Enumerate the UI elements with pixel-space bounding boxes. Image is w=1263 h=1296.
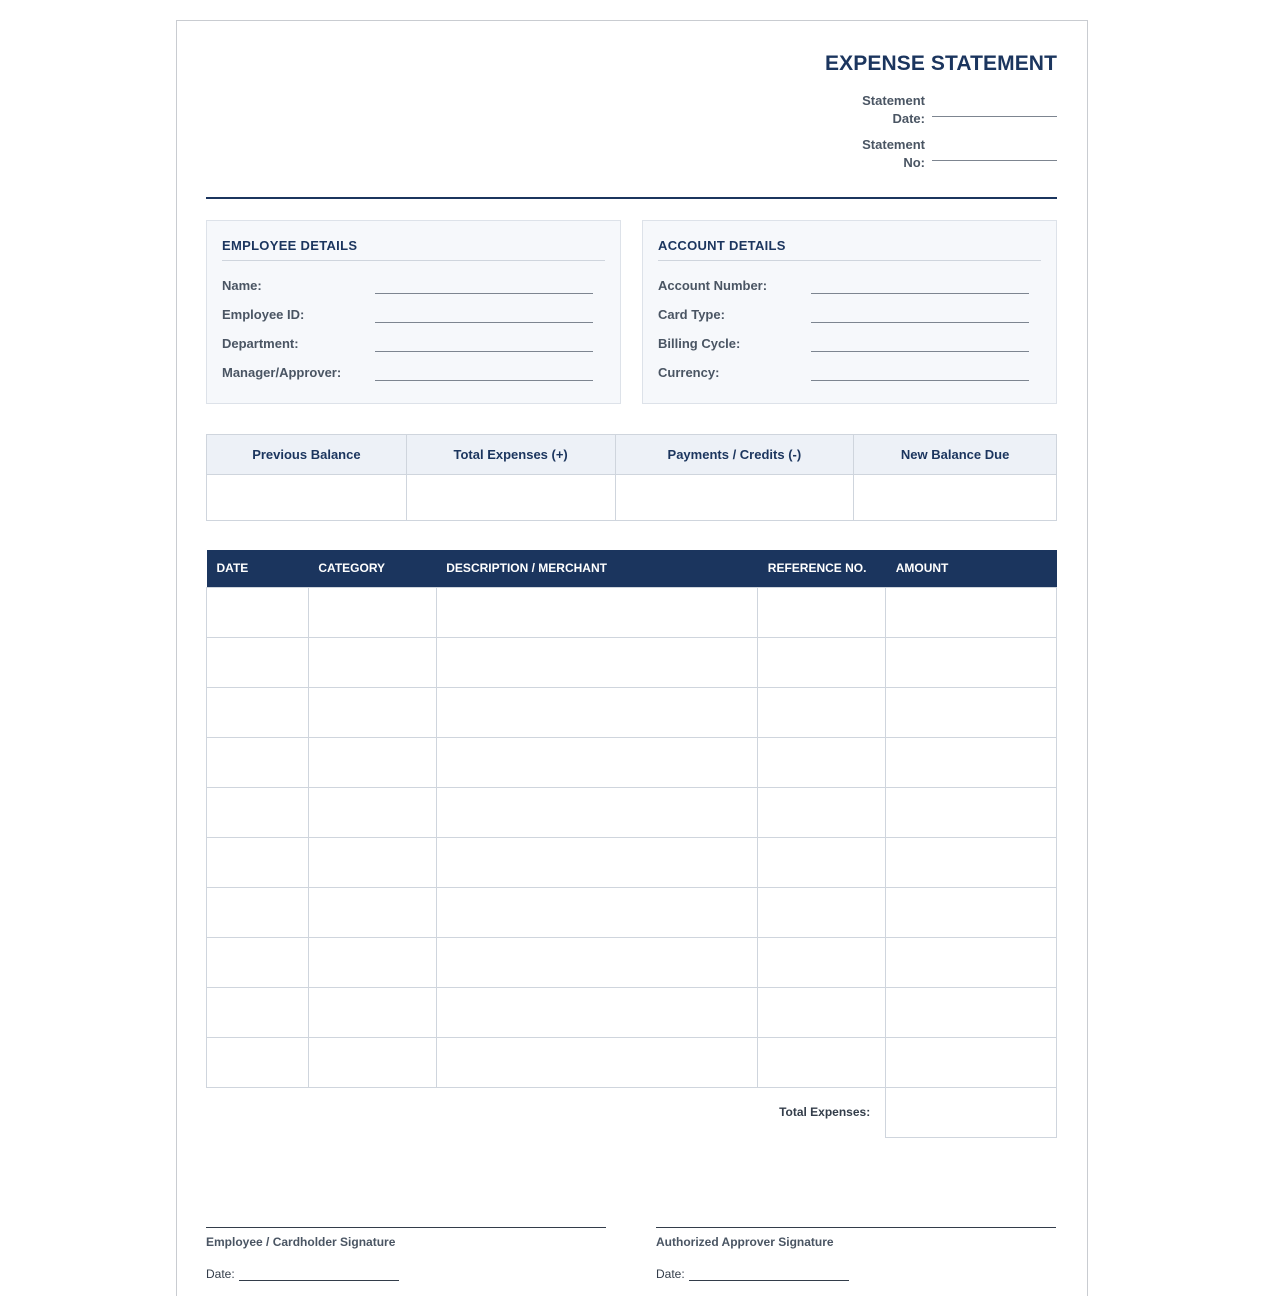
total-expenses-label: Total Expenses: — [779, 1105, 871, 1120]
card-type-input[interactable] — [811, 322, 1029, 323]
description-cell[interactable] — [436, 787, 758, 837]
date-cell[interactable] — [207, 737, 309, 787]
department-input[interactable] — [375, 351, 593, 352]
employee-id-field — [222, 307, 594, 327]
category-column-header: CATEGORY — [308, 550, 436, 587]
employee-details-title: EMPLOYEE DETAILS — [222, 238, 358, 253]
category-cell[interactable] — [308, 637, 436, 687]
description-cell[interactable] — [436, 687, 758, 737]
category-cell[interactable] — [308, 837, 436, 887]
category-cell[interactable] — [308, 787, 436, 837]
account-number-field — [658, 278, 1030, 298]
employee-signature-block — [206, 1227, 606, 1281]
reference-cell[interactable] — [758, 737, 886, 787]
document-title: EXPENSE STATEMENT — [825, 52, 1057, 75]
currency-field — [658, 365, 1030, 385]
total-row — [207, 1087, 1057, 1137]
reference-cell[interactable] — [758, 937, 886, 987]
account-details-title: ACCOUNT DETAILS — [658, 238, 786, 253]
description-cell[interactable] — [436, 637, 758, 687]
manager-input[interactable] — [375, 380, 593, 381]
employee-date-row — [206, 1267, 606, 1281]
category-cell[interactable] — [308, 587, 436, 637]
amount-cell[interactable] — [886, 787, 1057, 837]
reference-cell[interactable] — [758, 637, 886, 687]
employee-date-field[interactable] — [239, 1269, 399, 1281]
new-balance-due-header: New Balance Due — [854, 435, 1057, 475]
employee-name-input[interactable] — [375, 293, 593, 294]
field-label: Employee ID: — [222, 307, 305, 322]
amount-cell[interactable] — [886, 887, 1057, 937]
summary-value-row — [207, 475, 1057, 521]
amount-cell[interactable] — [886, 737, 1057, 787]
date-cell[interactable] — [207, 587, 309, 637]
balance-summary-table — [206, 434, 1057, 521]
statement-date-field[interactable] — [932, 116, 1057, 117]
approver-date-row — [656, 1267, 1056, 1281]
payments-credits-cell[interactable] — [615, 475, 854, 521]
new-balance-due-cell[interactable] — [854, 475, 1057, 521]
field-label: Card Type: — [658, 307, 725, 322]
amount-cell[interactable] — [886, 637, 1057, 687]
reference-cell[interactable] — [758, 587, 886, 637]
total-expenses-value[interactable] — [886, 1087, 1057, 1137]
date-cell[interactable] — [207, 787, 309, 837]
account-details-panel — [642, 220, 1057, 404]
reference-cell[interactable] — [758, 987, 886, 1037]
summary-header-row — [207, 435, 1057, 475]
field-label: Name: — [222, 278, 262, 293]
date-column-header: DATE — [207, 550, 309, 587]
field-label: Currency: — [658, 365, 720, 380]
amount-cell[interactable] — [886, 987, 1057, 1037]
field-label: Manager/Approver: — [222, 365, 342, 380]
date-cell[interactable] — [207, 837, 309, 887]
approver-date-field[interactable] — [689, 1269, 849, 1281]
payments-credits-header: Payments / Credits (-) — [615, 435, 854, 475]
date-cell[interactable] — [207, 887, 309, 937]
table-row — [207, 787, 1057, 837]
table-row — [207, 637, 1057, 687]
employee-details-panel — [206, 220, 621, 404]
statement-date-label: Statement Date: — [862, 93, 925, 126]
amount-cell[interactable] — [886, 687, 1057, 737]
category-cell[interactable] — [308, 737, 436, 787]
amount-cell[interactable] — [886, 587, 1057, 637]
total-expenses-header: Total Expenses (+) — [406, 435, 615, 475]
reference-cell[interactable] — [758, 887, 886, 937]
employee-name-field — [222, 278, 594, 298]
reference-cell[interactable] — [758, 687, 886, 737]
table-row — [207, 1037, 1057, 1087]
amount-cell[interactable] — [886, 937, 1057, 987]
previous-balance-cell[interactable] — [207, 475, 407, 521]
table-row — [207, 987, 1057, 1037]
table-row — [207, 887, 1057, 937]
reference-cell[interactable] — [758, 837, 886, 887]
amount-cell[interactable] — [886, 1037, 1057, 1087]
employee-date-label: Date: — [206, 1267, 235, 1281]
date-cell[interactable] — [207, 987, 309, 1037]
employee-id-input[interactable] — [375, 322, 593, 323]
field-label: Department: — [222, 336, 299, 351]
panel-divider — [658, 260, 1041, 261]
employee-signature-label: Employee / Cardholder Signature — [206, 1235, 396, 1249]
panel-divider — [222, 260, 605, 261]
previous-balance-header: Previous Balance — [207, 435, 407, 475]
approver-signature-label: Authorized Approver Signature — [656, 1235, 834, 1249]
table-row — [207, 937, 1057, 987]
description-cell[interactable] — [436, 987, 758, 1037]
manager-field — [222, 365, 594, 385]
date-cell[interactable] — [207, 687, 309, 737]
approver-date-label: Date: — [656, 1267, 685, 1281]
billing-cycle-input[interactable] — [811, 351, 1029, 352]
currency-input[interactable] — [811, 380, 1029, 381]
billing-cycle-field — [658, 336, 1030, 356]
account-number-input[interactable] — [811, 293, 1029, 294]
date-cell[interactable] — [207, 1037, 309, 1087]
amount-cell[interactable] — [886, 837, 1057, 887]
description-column-header: DESCRIPTION / MERCHANT — [436, 550, 758, 587]
field-label: Billing Cycle: — [658, 336, 741, 351]
table-row — [207, 687, 1057, 737]
total-expenses-cell[interactable] — [406, 475, 615, 521]
description-cell[interactable] — [436, 737, 758, 787]
category-cell[interactable] — [308, 937, 436, 987]
field-label: Account Number: — [658, 278, 768, 293]
amount-column-header: AMOUNT — [886, 550, 1057, 587]
statement-no-label: Statement No: — [862, 137, 925, 170]
expense-items-table — [206, 550, 1057, 1138]
approver-signature-line[interactable] — [656, 1227, 1056, 1228]
category-cell[interactable] — [308, 687, 436, 737]
description-cell[interactable] — [436, 1037, 758, 1087]
category-cell[interactable] — [308, 1037, 436, 1087]
description-cell[interactable] — [436, 887, 758, 937]
statement-no-field[interactable] — [932, 160, 1057, 161]
date-cell[interactable] — [207, 637, 309, 687]
approver-signature-block — [656, 1227, 1056, 1281]
statement-date-row — [780, 92, 1057, 132]
table-row — [207, 587, 1057, 637]
date-cell[interactable] — [207, 937, 309, 987]
items-header-row — [207, 550, 1057, 587]
description-cell[interactable] — [436, 837, 758, 887]
category-cell[interactable] — [308, 987, 436, 1037]
statement-no-row — [780, 136, 1057, 176]
card-type-field — [658, 307, 1030, 327]
description-cell[interactable] — [436, 937, 758, 987]
category-cell[interactable] — [308, 887, 436, 937]
reference-cell[interactable] — [758, 1037, 886, 1087]
header-divider — [206, 197, 1057, 199]
table-row — [207, 837, 1057, 887]
reference-cell[interactable] — [758, 787, 886, 837]
reference-column-header: REFERENCE NO. — [758, 550, 886, 587]
employee-signature-line[interactable] — [206, 1227, 606, 1228]
description-cell[interactable] — [436, 587, 758, 637]
department-field — [222, 336, 594, 356]
table-row — [207, 737, 1057, 787]
